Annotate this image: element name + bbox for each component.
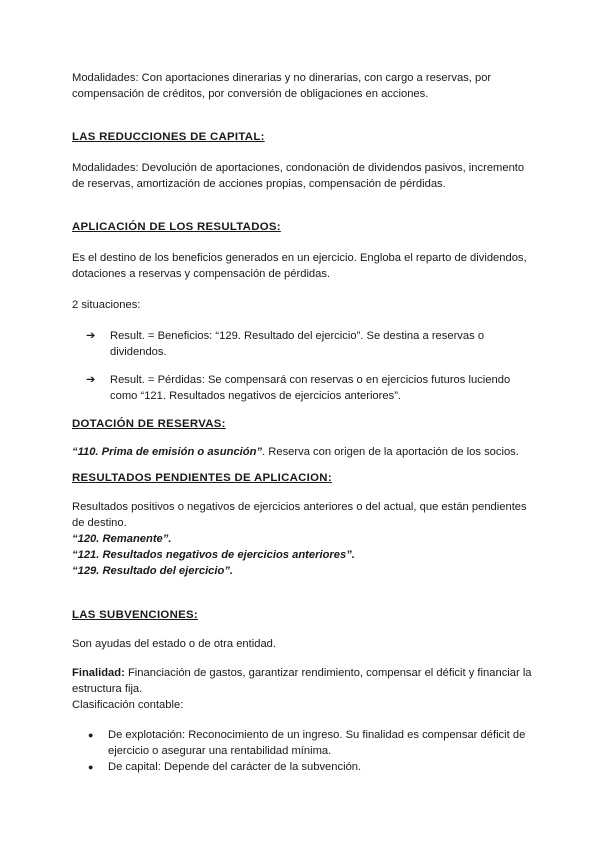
finalidad-text: Financiación de gastos, garantizar rendimiento, compensar el déficit y financiar la estructura fija.: [72, 667, 532, 695]
subvenciones-intro: Son ayudas del estado o de otra entidad.: [72, 638, 277, 650]
list-item: [72, 759, 532, 775]
account-item: “121. Resultados negativos de ejercicios anteriores”.: [72, 549, 355, 561]
pendientes-text: Resultados positivos o negativos de ejercicios anteriores o del actual, que están pendientes de destino.: [72, 501, 527, 529]
arrow-right-icon: ➔: [86, 374, 96, 386]
arrow-right-icon: ➔: [86, 330, 96, 342]
aplicacion-intro: Es el destino de los beneficios generados en un ejercicio. Engloba el reparto de dividendos, dotaciones a reservas y compensación de pérdidas.: [72, 252, 527, 280]
finalidad: [72, 665, 532, 697]
account-item: “120. Remanente”.: [72, 533, 172, 545]
pendientes-heading: RESULTADOS PENDIENTES DE APLICACION:: [72, 472, 332, 484]
list-item-text: De explotación: Reconocimiento de un ingreso. Su finalidad es compensar déficit de ejercicio o asegurar una rentabilidad mínima.: [108, 729, 526, 757]
aumentos-modalidades: [72, 70, 532, 102]
bullet-dot-icon: ●: [88, 730, 94, 740]
modalidades-label: Modalidades:: [72, 162, 139, 174]
modalidades-label: Modalidades:: [72, 72, 139, 84]
situaciones-list: [72, 328, 532, 404]
list-item-text: Result. = Beneficios: “129. Resultado del ejercicio”. Se destina a reservas o dividendos.: [110, 330, 485, 358]
reducciones-heading: LAS REDUCCIONES DE CAPITAL:: [72, 131, 265, 143]
modalidades-text: Devolución de aportaciones, condonación de dividendos pasivos, incremento de reservas, amortización de acciones propias, compensación de pérdidas.: [72, 162, 525, 190]
aplicacion-heading: APLICACIÓN DE LOS RESULTADOS:: [72, 221, 281, 233]
clasificacion-list: [72, 727, 532, 775]
account-name: “110. Prima de emisión o asunción”: [72, 446, 263, 458]
finalidad-label: Finalidad:: [72, 667, 125, 679]
list-item: [72, 727, 532, 759]
list-item: [72, 328, 532, 360]
account-description: . Reserva con origen de la aportación de los socios.: [262, 446, 519, 458]
modalidades-text: Con aportaciones dinerarias y no dinerarias, con cargo a reservas, por compensación de créditos, por conversión de obligaciones en acciones.: [72, 72, 492, 100]
list-item: [72, 372, 532, 404]
clasificacion-label: Clasificación contable:: [72, 699, 184, 711]
list-item-text: Result. = Pérdidas: Se compensará con reservas o en ejercicios futuros luciendo como “121. Resultados negativos de ejercicios anteriores”.: [110, 374, 511, 402]
dotacion-text: [72, 444, 532, 460]
situaciones-label: 2 situaciones:: [72, 299, 141, 311]
bullet-dot-icon: ●: [88, 762, 94, 772]
list-item-text: De capital: Depende del carácter de la subvención.: [108, 761, 362, 773]
account-item: “129. Resultado del ejercicio”.: [72, 565, 234, 577]
dotacion-heading: DOTACIÓN DE RESERVAS:: [72, 418, 226, 430]
subvenciones-heading: LAS SUBVENCIONES:: [72, 609, 198, 621]
document-page: [72, 70, 532, 775]
reducciones-modalidades: [72, 160, 532, 192]
